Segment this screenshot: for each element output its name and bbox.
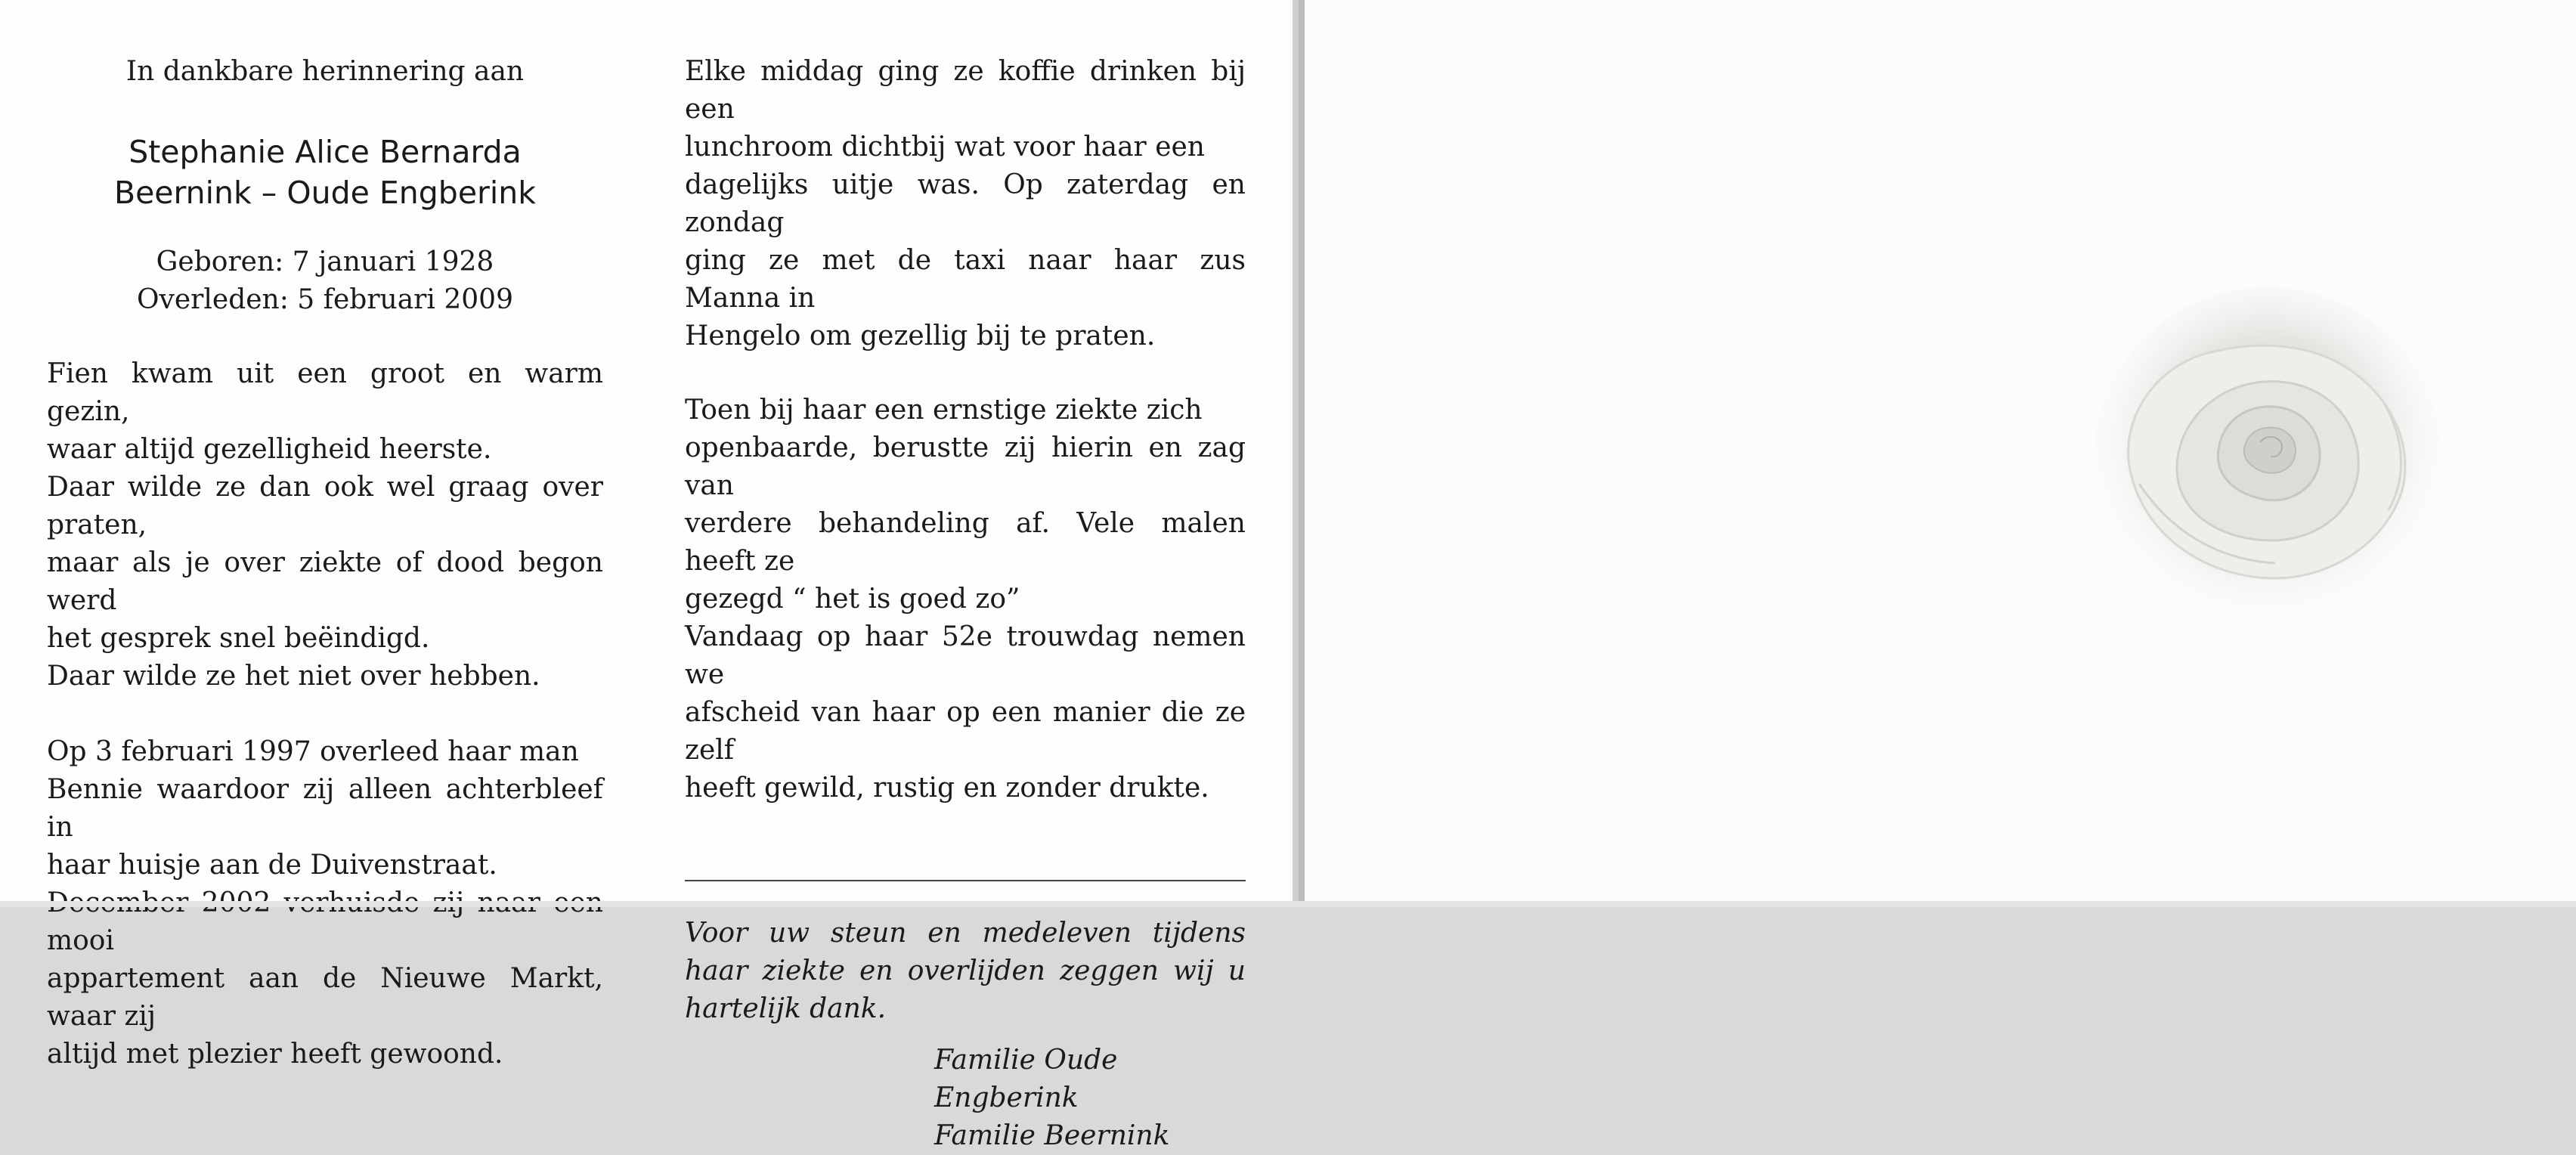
text-line: Daar wilde ze het niet over hebben. — [47, 661, 540, 692]
text-line: heeft gewild, rustig en zonder drukte. — [685, 773, 1209, 804]
left-column — [47, 53, 603, 1073]
paragraph-illness — [685, 392, 1246, 807]
life-dates — [47, 243, 603, 319]
text-line: dank. — [810, 993, 887, 1024]
text-line: gezegd “ het is goed zo” — [685, 584, 1020, 615]
signature — [934, 1042, 1246, 1155]
deceased-name — [47, 132, 603, 213]
scan-gap — [1299, 0, 1305, 907]
text-line: Elke middag ging ze koffie drinken bij een — [685, 56, 1246, 125]
paragraph-family — [47, 355, 603, 695]
name-line-2: Beernink – Oude Engberink — [113, 175, 537, 211]
text-line: Voor uw steun en medeleven tijdens haar — [685, 918, 1246, 986]
paragraph-daily-life — [685, 53, 1246, 355]
text-line: openbaarde, berustte zij hierin en zag van — [685, 432, 1246, 501]
intro-line: In dankbare herinnering aan — [125, 56, 525, 87]
death-date: Overleden: 5 februari 2009 — [137, 284, 513, 315]
text-line: ziekte en overlijden zeggen wij u hartelijk — [685, 955, 1246, 1024]
text-line: maar als je over ziekte of dood begon werd — [47, 547, 603, 616]
text-line: appartement aan de Nieuwe Markt, waar zij — [47, 963, 603, 1032]
text-line: altijd met plezier heeft gewoond. — [47, 1039, 503, 1070]
text-line: haar huisje aan de Duivenstraat. — [47, 850, 497, 881]
text-line: ging ze met de taxi naar haar zus Manna in — [685, 245, 1246, 314]
right-column — [685, 53, 1246, 1155]
name-line-1: Stephanie Alice Bernarda — [128, 134, 522, 170]
text-line: Op 3 februari 1997 overleed haar man — [47, 736, 579, 767]
divider-line — [685, 880, 1246, 881]
text-line: dagelijks uitje was. Op zaterdag en zondag — [685, 169, 1246, 238]
text-line: afscheid van haar op een manier die ze zelf — [685, 697, 1246, 766]
card-front-page — [1305, 0, 2576, 901]
signature-line-2: Familie Beernink — [934, 1120, 1170, 1151]
text-line: Bennie waardoor zij alleen achterbleef in — [47, 774, 603, 843]
birth-date: Geboren: 7 januari 1928 — [156, 246, 494, 277]
text-line: mooi — [47, 925, 114, 956]
text-line: verdere behandeling af. Vele malen heeft ze — [685, 508, 1246, 577]
text-line: Toen bij haar een ernstige ziekte zich — [685, 395, 1203, 426]
text-line: Daar wilde ze dan ook wel graag over praten, — [47, 472, 603, 540]
text-line: lunchroom dichtbij wat voor haar een — [685, 132, 1205, 163]
text-line: het gesprek snel beëindigd. — [47, 623, 430, 654]
thank-you-note — [685, 915, 1246, 1028]
scan-bottom-edge — [0, 901, 2576, 907]
text-line: Hengelo om gezellig bij te praten. — [685, 320, 1156, 351]
white-rose-image — [2086, 280, 2449, 635]
text-line: Fien kwam uit een groot en warm gezin, — [47, 358, 603, 427]
text-line: waar altijd gezelligheid heerste. — [47, 434, 492, 465]
text-line: Vandaag op haar 52e trouwdag nemen we — [685, 621, 1246, 690]
signature-line-1: Familie Oude Engberink — [934, 1045, 1118, 1113]
